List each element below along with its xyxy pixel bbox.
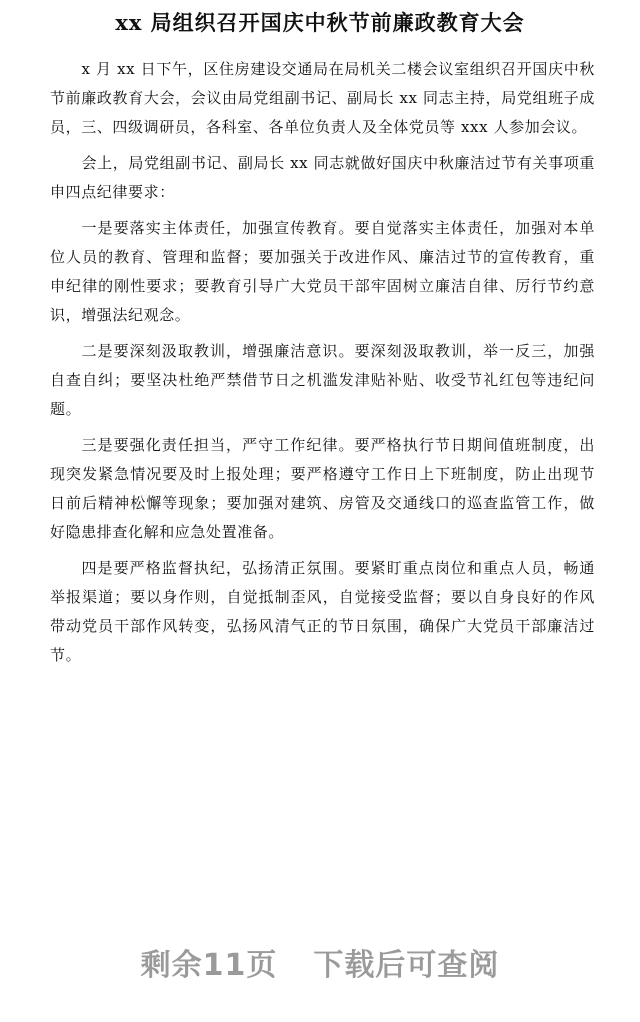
paragraph-requirement-3: 三是要强化责任担当，严守工作纪律。要严格执行节日期间值班制度，出现突发紧急情况要及时上报处理；要严格遵守工作日上下班制度，防止出现节日前后精神松懈等现象；要加强对建筑、房管及交通线口的巡查监管工作，做好隐患排查化解和应急处置准备。 bbox=[50, 436, 595, 541]
paragraph-requirement-4: 四是要严格监督执纪，弘扬清正氛围。要紧盯重点岗位和重点人员，畅通举报渠道；要以身作则，自觉抵制歪风，自觉接受监督；要以自身良好的作风带动党员干部作风转变，弘扬风清气正的节日氛围，确保广大党员干部廉洁过节。 bbox=[50, 559, 595, 664]
paragraph-requirement-1: 一是要落实主体责任，加强宣传教育。要自觉落实主体责任，加强对本单位人员的教育、管理和监督；要加强关于改进作风、廉洁过节的宣传教育，重申纪律的刚性要求；要教育引导广大党员干部牢固树立廉洁自律、厉行节约意识，增强法纪观念。 bbox=[50, 219, 595, 324]
download-hint-text: 下载后可查阅 bbox=[313, 948, 500, 983]
paragraph-requirements-lead: 会上，局党组副书记、副局长 xx 同志就做好国庆中秋廉洁过节有关事项重申四点纪律要求： bbox=[50, 154, 595, 201]
document-body bbox=[50, 55, 595, 677]
preview-limit-notice bbox=[0, 940, 640, 984]
paragraph-requirement-2: 二是要深刻汲取教训，增强廉洁意识。要深刻汲取教训，举一反三，加强自查自纠；要坚决杜绝严禁借节日之机滥发津贴补贴、收受节礼红包等违纪问题。 bbox=[50, 342, 595, 418]
remaining-pages-text: 剩余11页 bbox=[140, 948, 278, 983]
paragraph-intro: x 月 xx 日下午，区住房建设交通局在局机关二楼会议室组织召开国庆中秋节前廉政教育大会，会议由局党组副书记、副局长 xx 同志主持，局党组班子成员，三、四级调研员，各科室、各单位负责人及全体党员等 xxx 人参加会议。 bbox=[50, 60, 595, 136]
document-title: xx 局组织召开国庆中秋节前廉政教育大会 bbox=[115, 10, 525, 35]
